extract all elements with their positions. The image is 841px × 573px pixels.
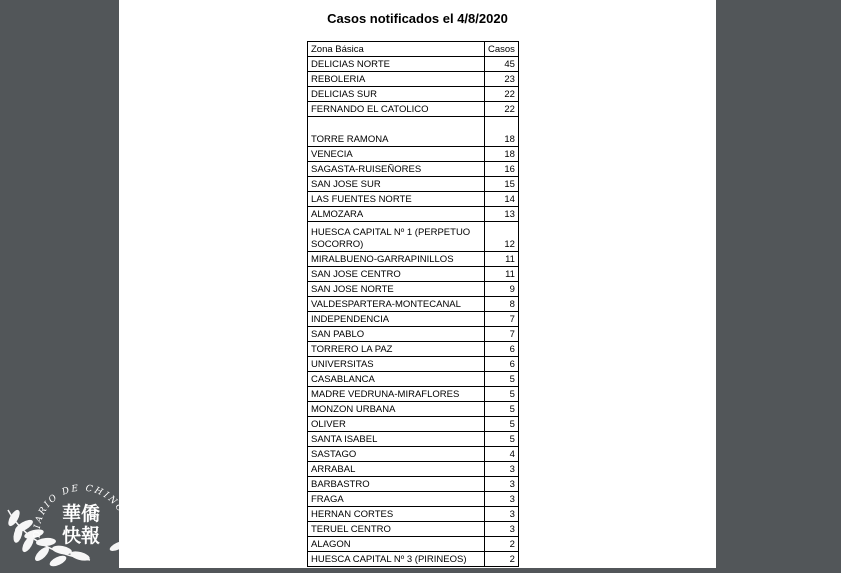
laurel-icon — [0, 460, 160, 568]
cell-zona: TORRE RAMONA — [308, 117, 485, 147]
cell-zona: ALAGON — [308, 537, 485, 552]
cell-casos: 6 — [485, 357, 519, 372]
cell-casos: 3 — [485, 462, 519, 477]
cell-casos: 6 — [485, 342, 519, 357]
cell-casos: 12 — [485, 222, 519, 252]
cell-zona: OLIVER — [308, 417, 485, 432]
cell-casos: 2 — [485, 552, 519, 567]
cell-zona: DELICIAS NORTE — [308, 57, 485, 72]
cell-casos: 18 — [485, 117, 519, 147]
table-row — [308, 327, 519, 342]
header-zona: Zona Básica — [308, 42, 485, 57]
cell-casos: 22 — [485, 87, 519, 102]
cell-casos: 5 — [485, 372, 519, 387]
page-title: Casos notificados el 4/8/2020 — [327, 11, 508, 26]
cell-zona: SAN JOSE CENTRO — [308, 267, 485, 282]
cell-zona: SASTAGO — [308, 447, 485, 462]
cell-zona: FRAGA — [308, 492, 485, 507]
cell-zona: SAN PABLO — [308, 327, 485, 342]
cell-zona: TERUEL CENTRO — [308, 522, 485, 537]
document-page — [119, 0, 716, 568]
header-casos: Casos — [485, 42, 519, 57]
cell-casos: 22 — [485, 102, 519, 117]
table-row — [308, 297, 519, 312]
table-row — [308, 507, 519, 522]
cases-table — [307, 41, 519, 567]
cell-casos: 14 — [485, 192, 519, 207]
cell-casos: 45 — [485, 57, 519, 72]
table-row — [308, 552, 519, 567]
cell-casos: 13 — [485, 207, 519, 222]
table-row — [308, 87, 519, 102]
cell-zona: HUESCA CAPITAL Nº 3 (PIRINEOS) — [308, 552, 485, 567]
table-row — [308, 252, 519, 267]
table-row — [308, 402, 519, 417]
cell-zona: SAN JOSE NORTE — [308, 282, 485, 297]
table-body — [308, 57, 519, 567]
cell-zona: SAN JOSE SUR — [308, 177, 485, 192]
table-row — [308, 162, 519, 177]
table-row — [308, 477, 519, 492]
table-row — [308, 282, 519, 297]
table-row — [308, 537, 519, 552]
cell-casos: 11 — [485, 252, 519, 267]
cell-casos: 15 — [485, 177, 519, 192]
cell-casos: 3 — [485, 492, 519, 507]
table-header-row — [308, 42, 519, 57]
cell-zona: MONZON URBANA — [308, 402, 485, 417]
cell-casos: 8 — [485, 297, 519, 312]
cell-casos: 3 — [485, 477, 519, 492]
cell-zona: REBOLERIA — [308, 72, 485, 87]
cell-casos: 5 — [485, 387, 519, 402]
table-row — [308, 432, 519, 447]
table-row — [308, 72, 519, 87]
table-row — [308, 222, 519, 252]
table-row — [308, 207, 519, 222]
cell-casos: 4 — [485, 447, 519, 462]
cell-zona: VENECIA — [308, 147, 485, 162]
cell-zona: CASABLANCA — [308, 372, 485, 387]
table-row — [308, 492, 519, 507]
cell-casos: 7 — [485, 312, 519, 327]
cell-zona: BARBASTRO — [308, 477, 485, 492]
cell-casos: 11 — [485, 267, 519, 282]
cell-casos: 23 — [485, 72, 519, 87]
table-row — [308, 417, 519, 432]
watermark-logo — [0, 460, 160, 568]
watermark-arc-text: DIARIO DE CHINOS — [32, 483, 130, 539]
table-row — [308, 57, 519, 72]
table-row — [308, 177, 519, 192]
cell-zona: FERNANDO EL CATOLICO — [308, 102, 485, 117]
table-row — [308, 117, 519, 147]
cell-casos: 5 — [485, 402, 519, 417]
table-row — [308, 267, 519, 282]
cell-zona: INDEPENDENCIA — [308, 312, 485, 327]
cell-casos: 5 — [485, 417, 519, 432]
cell-zona: VALDESPARTERA-MONTECANAL — [308, 297, 485, 312]
cell-casos: 2 — [485, 537, 519, 552]
cell-zona: DELICIAS SUR — [308, 87, 485, 102]
table-row — [308, 372, 519, 387]
watermark-line2: 快報 — [62, 525, 101, 547]
cell-zona: LAS FUENTES NORTE — [308, 192, 485, 207]
table-row — [308, 102, 519, 117]
cell-casos: 18 — [485, 147, 519, 162]
cell-zona: HUESCA CAPITAL Nº 1 (PERPETUO SOCORRO) — [308, 222, 485, 252]
table-row — [308, 342, 519, 357]
cell-zona: UNIVERSITAS — [308, 357, 485, 372]
cell-zona: ALMOZARA — [308, 207, 485, 222]
cell-casos: 5 — [485, 432, 519, 447]
table-row — [308, 192, 519, 207]
table-row — [308, 312, 519, 327]
cell-zona: TORRERO LA PAZ — [308, 342, 485, 357]
cell-zona: MADRE VEDRUNA-MIRAFLORES — [308, 387, 485, 402]
cell-zona: ARRABAL — [308, 462, 485, 477]
table-row — [308, 357, 519, 372]
cell-casos: 7 — [485, 327, 519, 342]
table-row — [308, 447, 519, 462]
cell-casos: 9 — [485, 282, 519, 297]
table-row — [308, 462, 519, 477]
cell-casos: 3 — [485, 522, 519, 537]
table-row — [308, 387, 519, 402]
cell-zona: MIRALBUENO-GARRAPINILLOS — [308, 252, 485, 267]
watermark-line1: 華僑 — [62, 503, 101, 525]
table-row — [308, 522, 519, 537]
cell-zona: SANTA ISABEL — [308, 432, 485, 447]
cell-zona: HERNAN CORTES — [308, 507, 485, 522]
cell-casos: 3 — [485, 507, 519, 522]
cell-zona: SAGASTA-RUISEÑORES — [308, 162, 485, 177]
table-row — [308, 147, 519, 162]
cell-casos: 16 — [485, 162, 519, 177]
